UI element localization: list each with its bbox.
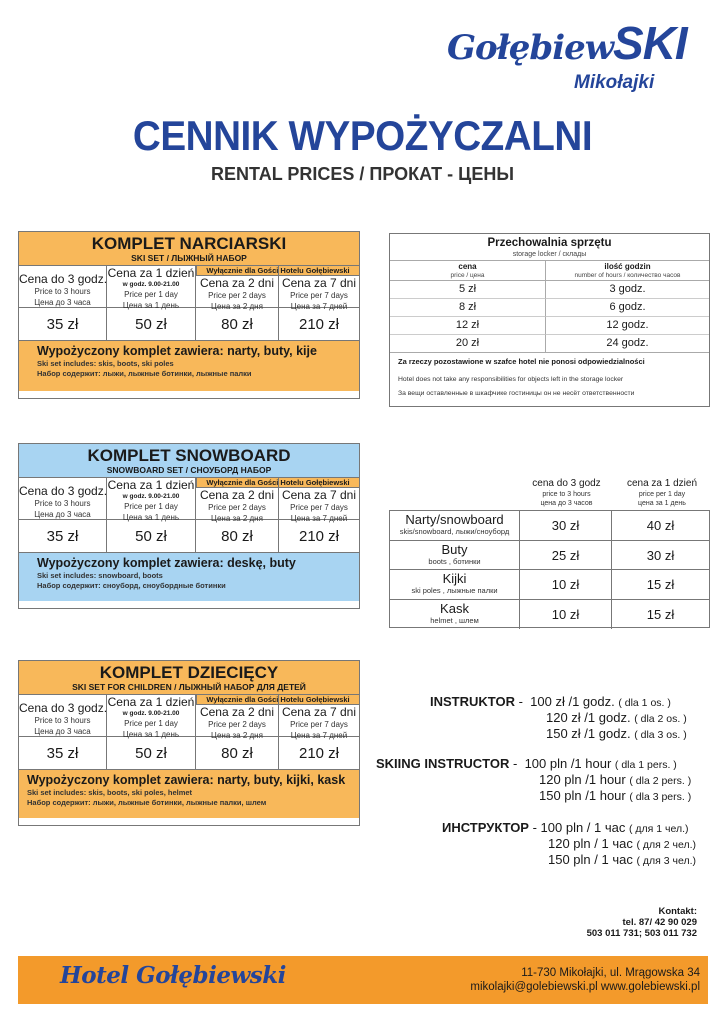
- instructor-en-line: [539, 788, 691, 805]
- item-price-3h: 10 zł: [520, 600, 612, 630]
- col-3h-ru: Цена до 3 часа: [34, 727, 91, 736]
- contents-en: Ski set includes: snowboard, boots: [37, 571, 163, 580]
- col-2d-ru: Цена за 2 дня: [211, 514, 263, 523]
- table-row: [390, 541, 709, 571]
- col-2d-en: Price per 2 days: [208, 720, 266, 729]
- package-subtitle: SKI SET FOR CHILDREN / ЛЫЖНЫЙ НАБОР ДЛЯ ДЕТЕЙ: [72, 682, 306, 692]
- col-3h-en: Price to 3 hours: [34, 287, 91, 296]
- col-3h-label: Cena do 3 godz.: [19, 484, 108, 498]
- col-2d-label: Cena za 2 dni: [199, 705, 275, 719]
- instructor-price: 120 pln / 1 час: [548, 836, 633, 851]
- storage-price: 5 zł: [390, 281, 546, 299]
- price-row: [19, 737, 359, 770]
- individual-items-table: [389, 510, 710, 628]
- storage-row: [390, 299, 709, 317]
- contents-pl: Wypożyczony komplet zawiera: narty, buty, kijki, kask: [27, 773, 346, 787]
- instructor-en: SKIING INSTRUCTOR - 100 pln /1 hour ( dla 1 pers. ): [376, 756, 677, 771]
- item-price-1d: 30 zł: [646, 547, 675, 563]
- col-2d-en: Price per 2 days: [208, 291, 266, 300]
- logo-location: Mikołajki: [574, 72, 655, 93]
- storage-note-en: Hotel does not take any responsibilities for objects left in the storage locker: [398, 376, 624, 383]
- col-1d-en: Price per 1 day: [124, 290, 178, 299]
- col-1d-en: Price per 1 day: [124, 719, 178, 728]
- table-row: [390, 600, 709, 630]
- col-3h-ru: Цена до 3 часа: [34, 510, 91, 519]
- storage-hours: 24 godz.: [546, 335, 709, 353]
- package-header: [19, 232, 359, 266]
- guest-only-note: Wyłącznie dla Gości Hotelu Gołębiewski: [196, 478, 359, 488]
- storage-row: [390, 281, 709, 299]
- individual-col-3h-en: price to 3 hours: [542, 491, 591, 498]
- individual-col-3h: [519, 478, 614, 508]
- contents-pl: Wypożyczony komplet zawiera: narty, buty, kije: [37, 344, 317, 358]
- col-7d-label: Cena za 7 dni: [281, 488, 357, 502]
- item-price-1d: 15 zł: [646, 606, 675, 622]
- package-children-set: [18, 660, 360, 826]
- storage-col-price-sub: price / цена: [450, 272, 485, 279]
- price-column-headers: [19, 266, 359, 311]
- package-contents: [19, 553, 359, 601]
- instructor-note: ( dla 3 pers. ): [629, 791, 692, 803]
- item-price-1d: 40 zł: [646, 518, 675, 533]
- col-1d-hours: w godz. 9.00-21.00: [122, 493, 180, 500]
- instructor-pl-line: [546, 726, 687, 743]
- page-title: CENNIK WYPOŻYCZALNI: [132, 112, 593, 159]
- price-row: [19, 308, 359, 341]
- instructor-price: 100 zł /1 godz.: [530, 694, 615, 709]
- guest-only-note: Wyłącznie dla Gości Hotelu Gołębiewski: [196, 695, 359, 705]
- col-7d-ru: Цена за 7 дней: [290, 302, 348, 311]
- package-subtitle: SNOWBOARD SET / СНОУБОРД НАБОР: [106, 465, 272, 475]
- hotel-logo: Hotel Gołębiewski: [60, 962, 286, 989]
- package-title: KOMPLET SNOWBOARD: [87, 446, 291, 465]
- col-1d-hours: w godz. 9.00-21.00: [122, 281, 180, 288]
- col-7d-ru: Цена за 7 дней: [290, 514, 348, 523]
- item-price-3h: 30 zł: [520, 511, 612, 540]
- col-7d-ru: Цена за 7 дней: [290, 731, 348, 740]
- price-1d: 50 zł: [107, 737, 196, 770]
- contact-info: [587, 906, 697, 939]
- instructor-note: ( для 1 чел.): [629, 823, 689, 835]
- col-1d-en: Price per 1 day: [124, 502, 178, 511]
- storage-col-price: cena: [458, 262, 477, 271]
- col-7d-label: Cena za 7 dni: [281, 705, 357, 719]
- price-1d: 50 zł: [107, 520, 196, 553]
- package-header: [19, 661, 359, 695]
- storage-hours: 6 godz.: [546, 299, 709, 317]
- item-price-3h: 10 zł: [520, 570, 612, 599]
- footer-address: [380, 966, 700, 994]
- instructor-note: ( для 3 чел.): [636, 855, 696, 867]
- price-7d: 210 zł: [298, 528, 340, 545]
- price-3h: 35 zł: [19, 737, 107, 770]
- storage-locker-box: [389, 233, 710, 407]
- package-ski-set: [18, 231, 360, 399]
- individual-col-1d-en: price per 1 day: [638, 491, 686, 498]
- hotel-address: 11-730 Mikołajki, ul. Mrągowska 34: [521, 967, 700, 979]
- storage-note-ru: За вещи оставленные в шкафчике гостиницы он не несёт ответственности: [398, 390, 635, 397]
- contents-ru: Набор содержит: лыжи, лыжные ботинки, лыжные палки, шлем: [27, 798, 267, 807]
- item-name-translation: helmet , шлем: [430, 615, 479, 625]
- instructor-note: ( dla 1 pers. ): [614, 759, 677, 771]
- col-7d-en: Price per 7 days: [290, 291, 348, 300]
- col-3h-en: Price to 3 hours: [34, 499, 91, 508]
- storage-row: [390, 335, 709, 353]
- item-price-3h: 25 zł: [520, 541, 612, 570]
- price-3h: 35 zł: [19, 520, 107, 553]
- price-7d: 210 zł: [298, 745, 340, 762]
- storage-row: [390, 317, 709, 335]
- logo-ski-text: SKI: [613, 17, 687, 69]
- item-name: Narty/snowboard: [405, 512, 504, 527]
- price-3h: 35 zł: [19, 308, 107, 341]
- contact-tel: tel. 87/ 42 90 029: [622, 917, 697, 928]
- individual-col-1d-ru: цена за 1 день: [638, 500, 686, 507]
- col-7d-en: Price per 7 days: [290, 720, 348, 729]
- instructor-en-line: [539, 772, 691, 789]
- col-1d-label: Cena za 1 dzień: [107, 478, 195, 492]
- instructor-ru-label: ИНСТРУКТОР: [442, 820, 529, 835]
- instructor-en-label: SKIING INSTRUCTOR: [376, 756, 510, 771]
- price-1d: 50 zł: [107, 308, 196, 341]
- instructor-ru: ИНСТРУКТОР - 100 pln / 1 час ( для 1 чел.): [442, 820, 689, 835]
- storage-col-hours-sub: number of hours / количество часов: [574, 272, 681, 279]
- contents-ru: Набор содержит: сноуборд, сноубордные ботинки: [37, 581, 226, 590]
- col-3h-label: Cena do 3 godz.: [19, 272, 108, 286]
- instructor-pl: INSTRUKTOR - 100 zł /1 godz. ( dla 1 os. ): [430, 694, 671, 709]
- storage-col-hours: ilość godzin: [604, 262, 651, 271]
- price-column-headers: [19, 478, 359, 523]
- storage-hours: 3 godz.: [546, 281, 709, 299]
- individual-col-3h-ru: цена до 3 часов: [540, 500, 593, 507]
- instructor-note: ( для 2 чел.): [636, 839, 696, 851]
- item-price-1d: 15 zł: [646, 577, 675, 592]
- instructor-price: 100 pln / 1 час: [540, 820, 626, 835]
- instructor-ru-line: [548, 852, 696, 869]
- instructor-note: ( dla 2 os. ): [634, 713, 687, 725]
- instructor-pl-label: INSTRUKTOR: [430, 694, 515, 709]
- item-name-translation: skis/snowboard, лыжи/сноуборд: [399, 527, 510, 536]
- hotel-web[interactable]: mikolajki@golebiewski.pl www.golebiewski.pl: [470, 981, 700, 993]
- item-name: Buty: [441, 541, 468, 557]
- instructor-price: 120 pln /1 hour: [539, 772, 626, 787]
- instructor-note: ( dla 3 os. ): [634, 729, 687, 741]
- price-2d: 80 zł: [196, 308, 279, 341]
- price-7d: 210 zł: [298, 316, 340, 333]
- item-name: Kijki: [442, 571, 467, 586]
- item-name: Kask: [440, 600, 469, 616]
- package-title: KOMPLET DZIECIĘCY: [99, 663, 279, 682]
- item-name-translation: ski poles , лыжные палки: [411, 586, 498, 595]
- package-contents: [19, 341, 359, 391]
- col-3h-ru: Цена до 3 часа: [34, 298, 91, 307]
- storage-subtitle: storage locker / склады: [512, 251, 587, 258]
- logo-script-text: Gołębiew: [447, 28, 614, 68]
- col-1d-ru: Цена за 1 день: [122, 730, 180, 739]
- col-3h-en: Price to 3 hours: [34, 716, 91, 725]
- table-row: [390, 570, 709, 600]
- instructor-price: 150 pln / 1 час: [548, 852, 633, 867]
- storage-header: [390, 234, 709, 261]
- storage-note-pl: Za rzeczy pozostawione w szafce hotel nie ponosi odpowiedzialności: [398, 357, 645, 366]
- storage-column-headers: [390, 261, 709, 281]
- item-name-translation: boots , ботинки: [428, 556, 481, 566]
- instructor-pl-line: [546, 710, 687, 727]
- col-1d-ru: Цена за 1 день: [122, 513, 180, 522]
- instructor-note: ( dla 1 os. ): [618, 697, 671, 709]
- col-1d-ru: Цена за 1 день: [122, 301, 180, 310]
- guest-only-note: Wyłącznie dla Gości Hotelu Gołębiewski: [196, 266, 359, 276]
- col-7d-en: Price per 7 days: [290, 503, 348, 512]
- contents-en: Ski set includes: skis, boots, ski poles, helmet: [27, 788, 193, 797]
- package-subtitle: SKI SET / ЛЫЖНЫЙ НАБОР: [131, 253, 247, 263]
- contents-ru: Набор содержит: лыжи, лыжные ботинки, лыжные палки: [37, 369, 252, 378]
- individual-col-1d-label: cena za 1 dzień: [626, 478, 698, 489]
- instructor-price: 150 zł /1 godz.: [546, 726, 631, 741]
- instructor-note: ( dla 2 pers. ): [629, 775, 692, 787]
- page-subtitle: RENTAL PRICES / ПРОКАТ - ЦЕНЫ: [211, 164, 514, 184]
- col-2d-label: Cena za 2 dni: [199, 276, 275, 290]
- col-1d-label: Cena za 1 dzień: [107, 266, 195, 280]
- contents-pl: Wypożyczony komplet zawiera: deskę, buty: [37, 556, 296, 570]
- col-2d-label: Cena za 2 dni: [199, 488, 275, 502]
- package-header: [19, 444, 359, 478]
- instructor-price: 100 pln /1 hour: [524, 756, 612, 771]
- individual-col-3h-label: cena do 3 godz: [532, 478, 601, 489]
- contact-phones: 503 011 731; 503 011 732: [586, 928, 697, 939]
- instructor-price: 120 zł /1 godz.: [546, 710, 631, 725]
- contact-label: Kontakt:: [658, 906, 697, 917]
- price-2d: 80 zł: [196, 520, 279, 553]
- col-1d-hours: w godz. 9.00-21.00: [122, 710, 180, 717]
- instructor-ru-line: [548, 836, 696, 853]
- price-2d: 80 zł: [196, 737, 279, 770]
- package-snowboard-set: [18, 443, 360, 609]
- package-title: KOMPLET NARCIARSKI: [91, 234, 287, 253]
- col-2d-en: Price per 2 days: [208, 503, 266, 512]
- col-7d-label: Cena za 7 dni: [281, 276, 357, 290]
- col-2d-ru: Цена за 2 дня: [211, 731, 263, 740]
- package-contents: [19, 770, 359, 818]
- col-3h-label: Cena do 3 godz.: [19, 701, 108, 715]
- instructor-price: 150 pln /1 hour: [539, 788, 626, 803]
- table-row: [390, 511, 709, 541]
- storage-title: Przechowalnia sprzętu: [487, 237, 612, 249]
- col-1d-label: Cena za 1 dzień: [107, 695, 195, 709]
- col-2d-ru: Цена за 2 дня: [211, 302, 263, 311]
- price-row: [19, 520, 359, 553]
- contents-en: Ski set includes: skis, boots, ski poles: [37, 359, 174, 368]
- storage-hours: 12 godz.: [546, 317, 709, 335]
- price-column-headers: [19, 695, 359, 740]
- individual-col-1d: [614, 478, 710, 508]
- storage-price: 20 zł: [390, 335, 546, 353]
- storage-price: 12 zł: [390, 317, 546, 335]
- brand-logo: [447, 16, 692, 76]
- storage-price: 8 zł: [390, 299, 546, 317]
